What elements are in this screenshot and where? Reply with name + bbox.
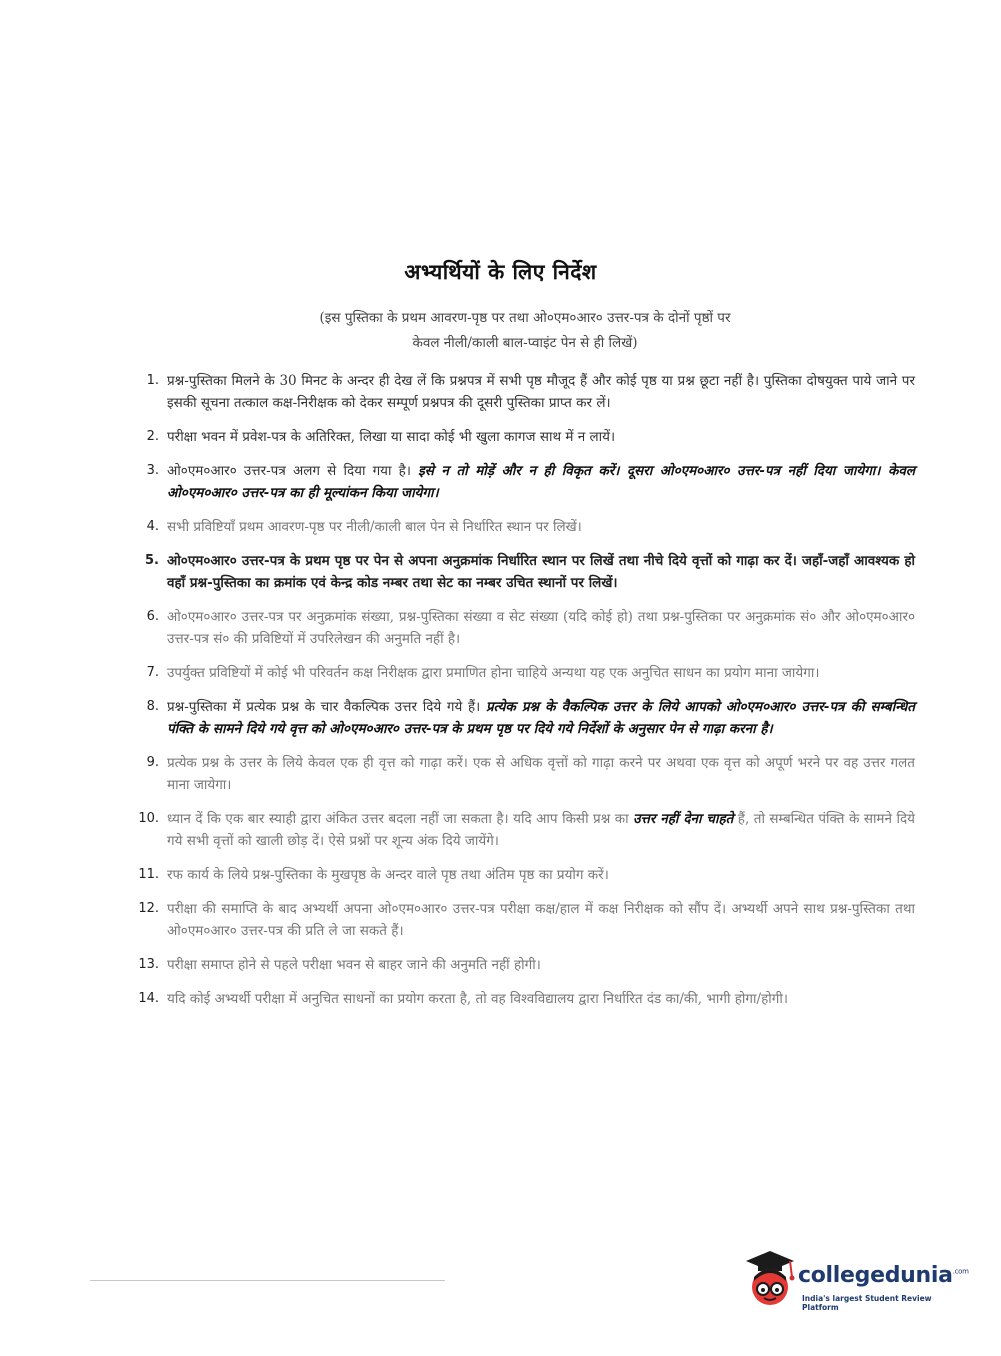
instruction-item bbox=[125, 752, 915, 796]
instruction-item bbox=[125, 808, 915, 852]
instruction-text: सभी प्रविष्टियाँ प्रथम आवरण-पृष्ठ पर नीली/काली बाल पेन से निर्धारित स्थान पर लिखें। bbox=[167, 519, 582, 535]
page-title: अभ्यर्थियों के लिए निर्देश bbox=[404, 259, 597, 284]
instruction-text: ध्यान दें कि एक बार स्याही द्वारा अंकित उत्तर बदला नहीं जा सकता है। यदि आप किसी प्रश्न का bbox=[167, 811, 634, 827]
instruction-item bbox=[125, 516, 915, 538]
instruction-text: रफ कार्य के लिये प्रश्न-पुस्तिका के मुखपृष्ठ के अन्दर वाले पृष्ठ तथा अंतिम पृष्ठ का प्रयोग करें। bbox=[167, 867, 609, 883]
instruction-number: 13. bbox=[138, 957, 159, 972]
instruction-number: 14. bbox=[138, 991, 159, 1006]
instruction-text: परीक्षा समाप्त होने से पहले परीक्षा भवन से बाहर जाने की अनुमति नहीं होगी। bbox=[167, 957, 541, 973]
instruction-emphasis: इसे न तो मोड़ें और न ही विकृत करें। दूसरा ओ०एम०आर० उत्तर-पत्र नहीं दिया जायेगा। केवल ओ०एम०आर० उत्तर-पत्र का ही मूल्यांकन किया जायेगा। bbox=[167, 463, 915, 501]
instruction-text: परीक्षा भवन में प्रवेश-पत्र के अतिरिक्त, लिखा या सादा कोई भी खुला कागज साथ में न लायें। bbox=[167, 429, 616, 445]
instruction-item bbox=[125, 988, 915, 1010]
instruction-item bbox=[125, 864, 915, 886]
instruction-text: प्रश्न-पुस्तिका मिलने के 30 मिनट के अन्दर ही देख लें कि प्रश्नपत्र में सभी पृष्ठ मौजूद हैं और कोई पृष्ठ या प्रश्न छूटा नहीं है। पुस्तिका दोषयुक्त पाये जाने पर इसकी सूचना तत्काल कक्ष-निरीक्षक को देकर सम्पूर्ण प्रश्नपत्र की दूसरी पुस्तिका प्राप्त कर लें। bbox=[167, 373, 915, 411]
instruction-emphasis: प्रत्येक प्रश्न के वैकल्पिक उत्तर के लिये आपको ओ०एम०आर० उत्तर-पत्र की सम्बन्धित पंक्ति के सामने दिये गये वृत्त को ओ०एम०आर० उत्तर-पत्र के प्रथम पृष्ठ पर दिये गये निर्देशों के अनुसार पेन से गाढ़ा करना है। bbox=[167, 699, 915, 737]
instruction-item bbox=[125, 696, 915, 740]
instruction-number: 11. bbox=[138, 867, 159, 882]
instruction-item bbox=[125, 662, 915, 684]
brand-name-text: collegedunia bbox=[798, 1263, 953, 1288]
instruction-number: 2. bbox=[146, 429, 159, 444]
instruction-number: 4. bbox=[146, 519, 159, 534]
instruction-number: 5. bbox=[145, 553, 159, 568]
instruction-text-continued: हैं, तो सम्बन्धित पंक्ति के सामने दिये गये सभी वृत्तों को खाली छोड़ दें। ऐसे प्रश्नों पर शून्य अंक दिये जायेंगे। bbox=[167, 811, 915, 849]
instruction-item bbox=[125, 550, 915, 594]
instruction-item bbox=[125, 460, 915, 504]
instruction-text: ओ०एम०आर० उत्तर-पत्र पर अनुक्रमांक संख्या, प्रश्न-पुस्तिका संख्या व सेट संख्या (यदि कोई हो) तथा प्रश्न-पुस्तिका पर अनुक्रमांक सं० और ओ०एम०आर० उत्तर-पत्र सं० की प्रविष्टियों में उपरिलेखन की अनुमति नहीं है। bbox=[167, 609, 915, 647]
subtitle-line-1: (इस पुस्तिका के प्रथम आवरण-पृष्ठ पर तथा ओ०एम०आर० उत्तर-पत्र के दोनों पृष्ठों पर bbox=[319, 310, 731, 326]
instruction-list bbox=[125, 370, 915, 1022]
instruction-number: 12. bbox=[138, 901, 159, 916]
instruction-item bbox=[125, 426, 915, 448]
instruction-emphasis: उत्तर नहीं देना चाहते bbox=[633, 811, 734, 827]
instruction-item bbox=[125, 898, 915, 942]
page-subtitle bbox=[215, 306, 835, 356]
instruction-number: 9. bbox=[146, 755, 159, 770]
instruction-text: ओ०एम०आर० उत्तर-पत्र के प्रथम पृष्ठ पर पेन से अपना अनुक्रमांक निर्धारित स्थान पर लिखें तथा नीचे दिये वृत्तों को गाढ़ा कर दें। जहाँ-जहाँ आवश्यक हो वहाँ प्रश्न-पुस्तिका का क्रमांक एवं केन्द्र कोड नम्बर तथा सेट का नम्बर उचित स्थानों पर लिखें। bbox=[167, 553, 915, 591]
instruction-text: यदि कोई अभ्यर्थी परीक्षा में अनुचित साधनों का प्रयोग करता है, तो वह विश्वविद्यालय द्वारा निर्धारित दंड का/की, भागी होगा/होगी। bbox=[167, 991, 788, 1007]
instruction-item bbox=[125, 606, 915, 650]
instruction-number: 6. bbox=[146, 609, 159, 624]
instruction-text: प्रश्न-पुस्तिका में प्रत्येक प्रश्न के चार वैकल्पिक उत्तर दिये गये हैं। bbox=[167, 699, 486, 715]
instruction-item bbox=[125, 954, 915, 976]
instruction-text: परीक्षा की समाप्ति के बाद अभ्यर्थी अपना ओ०एम०आर० उत्तर-पत्र परीक्षा कक्ष/हाल में कक्ष निरीक्षक को सौंप दें। अभ्यर्थी अपने साथ प्रश्न-पुस्तिका तथा ओ०एम०आर० उत्तर-पत्र की प्रति ले जा सकते हैं। bbox=[167, 901, 915, 939]
instruction-text: उपर्युक्त प्रविष्टियों में कोई भी परिवर्तन कक्ष निरीक्षक द्वारा प्रमाणित होना चाहिये अन्यथा यह एक अनुचित साधन का प्रयोग माना जायेगा। bbox=[167, 665, 820, 681]
footer-divider bbox=[90, 1280, 445, 1281]
instruction-number: 8. bbox=[146, 699, 159, 714]
brand-tagline: India's largest Student Review Platform bbox=[802, 1294, 932, 1312]
instruction-number: 1. bbox=[146, 373, 159, 388]
instruction-text: प्रत्येक प्रश्न के उत्तर के लिये केवल एक ही वृत्त को गाढ़ा करें। एक से अधिक वृत्तों को गाढ़ा करने पर अथवा एक वृत्त को अपूर्ण भरने पर वह उत्तर गलत माना जायेगा। bbox=[167, 755, 915, 793]
watermark-logo bbox=[740, 1247, 970, 1317]
instruction-text: ओ०एम०आर० उत्तर-पत्र अलग से दिया गया है। bbox=[167, 463, 419, 479]
brand-name bbox=[798, 1263, 969, 1288]
instruction-number: 3. bbox=[146, 463, 159, 478]
student-mascot-icon bbox=[740, 1247, 798, 1313]
brand-suffix: .com bbox=[952, 1267, 969, 1276]
subtitle-line-2: केवल नीली/काली बाल-प्वाइंट पेन से ही लिखें) bbox=[412, 335, 638, 351]
instruction-number: 7. bbox=[146, 665, 159, 680]
instruction-number: 10. bbox=[138, 811, 159, 826]
instruction-item bbox=[125, 370, 915, 414]
